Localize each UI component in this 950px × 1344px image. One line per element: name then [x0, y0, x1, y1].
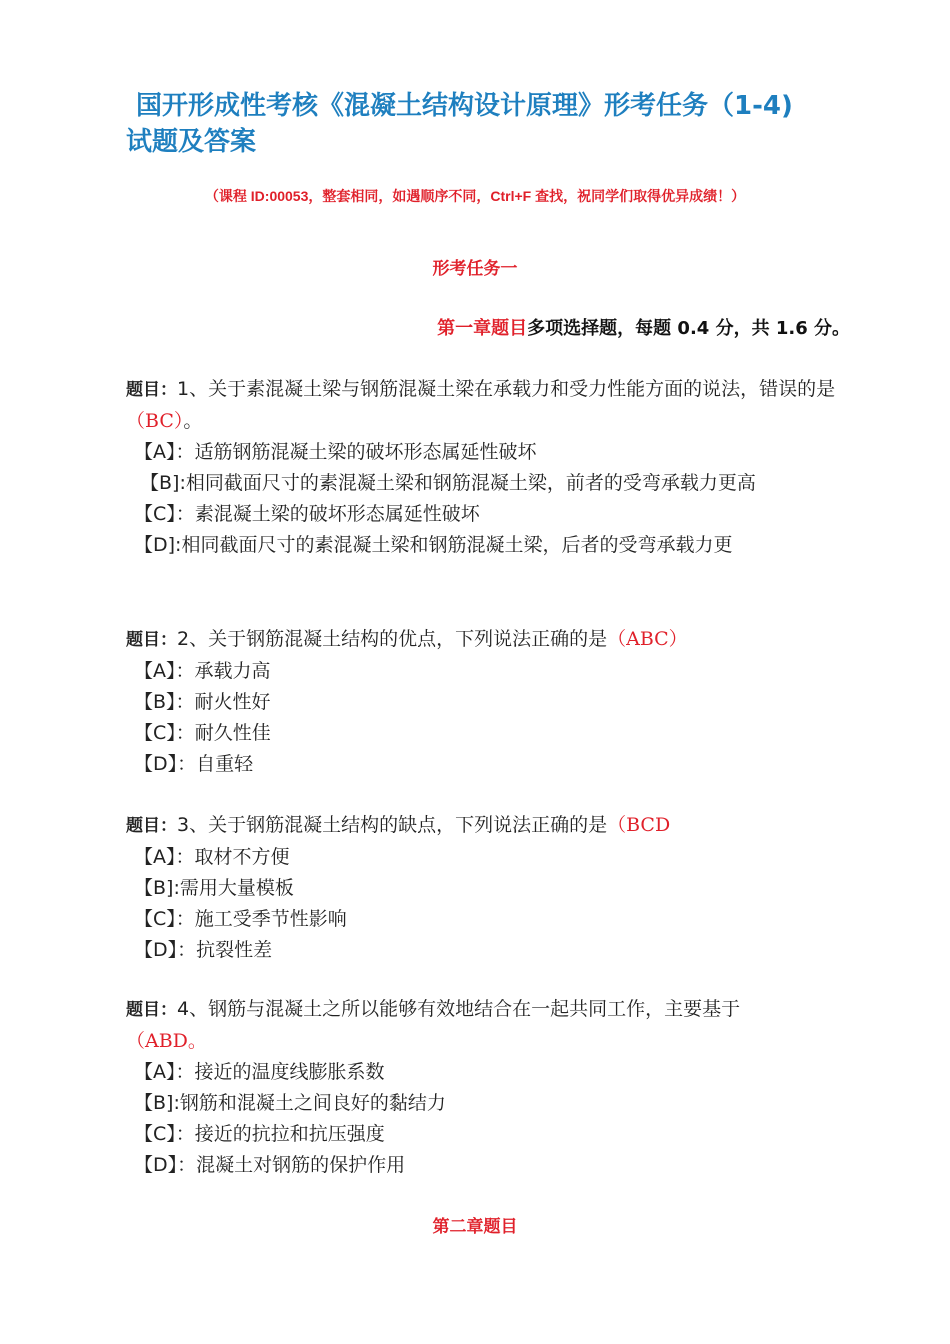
chapter-1-description: 多项选择题，每题 0.4 分，共 1.6 分。	[527, 318, 850, 339]
question-lead: 题目：	[126, 1000, 177, 1020]
option-d: 【D】：抗裂性差	[134, 939, 273, 961]
option-a: 【A】：适筋钢筋混凝土梁的破坏形态属延性破坏	[134, 441, 537, 463]
chapter-1-label: 第一章题目	[437, 318, 528, 339]
question-lead: 题目：	[126, 816, 177, 836]
option-c: 【C】：施工受季节性影响	[134, 908, 347, 930]
option-d: 【D]:相同截面尺寸的素混凝土梁和钢筋混凝土梁，后者的受弯承载力更	[134, 534, 733, 556]
option-a: 【A】：接近的温度线膨胀系数	[134, 1061, 385, 1083]
option-d: 【D】：自重轻	[134, 753, 254, 775]
option-c: 【C】：素混凝土梁的破坏形态属延性破坏	[134, 503, 480, 525]
question-4	[126, 994, 866, 1181]
chapter-1-heading	[437, 314, 850, 340]
option-b: 【B]:相同截面尺寸的素混凝土梁和钢筋混凝土梁，前者的受弯承载力更高	[140, 472, 756, 494]
question-answer: （ABC）	[607, 628, 688, 650]
question-lead: 题目：	[126, 380, 177, 400]
question-answer: （BC）	[126, 410, 184, 432]
option-b: 【B】：耐火性好	[134, 691, 271, 713]
question-3-stem	[126, 810, 866, 842]
option-c: 【C】：耐久性佳	[134, 722, 271, 744]
question-1	[126, 374, 866, 561]
question-text: 4、钢筋与混凝土之所以能够有效地结合在一起共同工作，主要基于	[177, 998, 741, 1020]
question-text: 2、关于钢筋混凝土结构的优点，下列说法正确的是	[177, 628, 608, 650]
course-note: （课程 ID:00053，整套相同，如遇顺序不同，Ctrl+F 查找，祝同学们取得优异成绩！）	[204, 188, 746, 204]
task-heading: 形考任务一	[432, 259, 518, 279]
option-b: 【B]:钢筋和混凝土之间良好的黏结力	[134, 1092, 446, 1114]
chapter-2-heading: 第二章题目	[432, 1217, 518, 1237]
question-answer: （BCD	[607, 814, 671, 836]
question-2-stem	[126, 624, 866, 656]
question-3	[126, 810, 866, 966]
option-b: 【B]:需用大量模板	[134, 877, 294, 899]
option-d: 【D】：混凝土对钢筋的保护作用	[134, 1154, 406, 1176]
document-title	[126, 88, 866, 160]
title-line-1: 国开形成性考核《混凝土结构设计原理》形考任务（1-4)	[136, 91, 793, 121]
question-2	[126, 624, 866, 780]
question-lead: 题目：	[126, 630, 177, 650]
question-1-stem	[126, 374, 866, 437]
option-a: 【A】：承载力高	[134, 660, 271, 682]
question-tail: 。	[183, 410, 203, 432]
option-c: 【C】：接近的抗拉和抗压强度	[134, 1123, 385, 1145]
option-a: 【A】：取材不方便	[134, 846, 290, 868]
title-line-2: 试题及答案	[126, 127, 257, 157]
question-4-stem	[126, 994, 866, 1057]
question-text: 3、关于钢筋混凝土结构的缺点，下列说法正确的是	[177, 814, 608, 836]
question-answer: （ABD。	[126, 1030, 207, 1052]
question-text: 1、关于素混凝土梁与钢筋混凝土梁在承载力和受力性能方面的说法，错误的是	[177, 378, 836, 400]
